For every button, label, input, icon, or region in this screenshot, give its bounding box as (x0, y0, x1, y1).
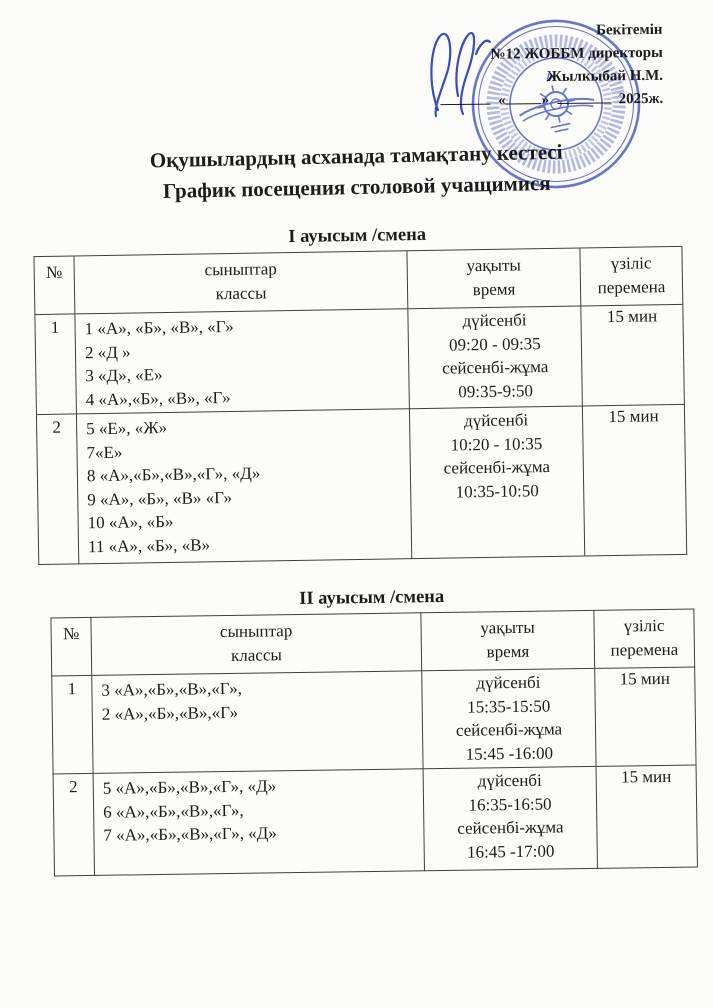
class-line: 3 «А»,«Б»,«В»,«Г», (101, 678, 243, 700)
class-line: 10 «А», «Б» (87, 511, 174, 533)
col-header-classes-ru: классы (230, 645, 282, 665)
class-line: 4 «А»,«Б», «В», «Г» (85, 387, 231, 409)
time-cell (408, 306, 583, 409)
time-line: дүйсенбі (462, 310, 527, 331)
class-line: 2 «А»,«Б»,«В»,«Г» (101, 702, 239, 724)
col-header-classes-kk: сыныптар (204, 259, 277, 280)
shift1-row-1 (35, 304, 684, 414)
classes-cell (93, 769, 424, 876)
time-line: 09:35-9:50 (458, 380, 534, 401)
classes-cell (75, 309, 410, 414)
time-line: 15:35-15:50 (466, 696, 551, 717)
time-cell (409, 406, 584, 559)
shift1-heading: I ауысым /смена (288, 224, 427, 248)
break-cell: 15 мин (582, 404, 686, 556)
col-header-classes (74, 251, 408, 314)
document-title (0, 134, 713, 211)
approval-date-line (440, 88, 663, 113)
col-header-break-kk: үзіліс (623, 615, 665, 636)
classes-cell (76, 409, 411, 564)
class-line: 5 «А»,«Б»,«В»,«Г», «Д» (102, 776, 277, 798)
class-line: 7 «А»,«Б»,«В»,«Г», «Д» (103, 823, 277, 845)
shift1-header-row (34, 246, 683, 314)
year-label: 2025ж. (618, 90, 664, 108)
time-line: 10:20 - 10:35 (450, 433, 543, 455)
time-line: 16:35-16:50 (468, 794, 552, 815)
shift1-row-2 (36, 404, 686, 564)
shift2-table (50, 608, 698, 876)
time-line: сейсенбі-жұма (441, 357, 549, 378)
time-line: дүйсенбі (477, 770, 542, 791)
class-line: 5 «Е», «Ж» (86, 418, 168, 439)
col-header-time-kk: уақыты (466, 255, 521, 276)
approval-line-2: №12 ЖОББМ директоры (490, 44, 663, 63)
time-line: 16:45 -17:00 (466, 840, 555, 862)
col-header-break-ru: перемена (610, 639, 679, 660)
class-line: 8 «А»,«Б»,«В»,«Г», «Д» (86, 463, 261, 486)
col-header-classes-kk: сыныптар (219, 621, 293, 642)
time-line: дүйсенбі (463, 410, 529, 431)
time-line: сейсенбі-жұма (457, 817, 564, 838)
col-header-break (580, 246, 683, 306)
col-header-break-kk: үзіліс (610, 253, 652, 274)
time-line: сейсенбі-жұма (455, 719, 563, 740)
time-line: 09:20 - 09:35 (448, 333, 541, 355)
break-cell: 15 мин (595, 667, 696, 766)
class-line: 7«Е» (86, 442, 123, 462)
row-number: 1 (35, 314, 77, 415)
time-line: 10:35-10:50 (455, 480, 539, 501)
quote-open: « (498, 92, 506, 109)
shift2-section (50, 582, 697, 877)
row-number: 1 (52, 675, 93, 774)
break-cell: 15 мин (596, 765, 697, 868)
col-header-num: № (34, 256, 75, 315)
time-cell (423, 766, 597, 870)
classes-cell (92, 671, 423, 774)
approval-line-1: Бекітемін (596, 21, 663, 39)
col-header-break (594, 609, 695, 668)
col-header-classes-ru: классы (215, 283, 267, 304)
signature-blank-line (440, 92, 490, 106)
time-line: 15:45 -16:00 (465, 742, 554, 764)
col-header-num: № (51, 617, 92, 676)
document-title-ru: График посещения столовой учащимися (162, 170, 551, 204)
shift2-header-row (51, 609, 695, 676)
shift2-heading: II ауысым /смена (299, 586, 445, 610)
col-header-time (421, 610, 595, 670)
row-number: 2 (53, 773, 94, 876)
month-blank-line (557, 90, 611, 104)
approval-line-3: Жылкыбай Н.М. (547, 67, 664, 86)
time-line: сейсенбі-жұма (443, 457, 551, 478)
shift1-table (33, 246, 687, 565)
col-header-time-ru: время (472, 279, 516, 300)
class-line: 1 «А», «Б», «В», «Г» (84, 316, 234, 339)
class-line: 3 «Д», «Е» (85, 365, 163, 386)
time-cell (422, 668, 596, 768)
break-cell: 15 мин (581, 304, 685, 406)
class-line: 6 «А»,«Б»,«В»,«Г», (102, 800, 244, 822)
col-header-time-kk: уақыты (480, 617, 535, 638)
shift1-section (33, 219, 686, 565)
document-title-kk: Оқушылардың асханада тамақтану кестесі (149, 139, 563, 173)
row-number: 2 (36, 414, 78, 565)
col-header-time-ru: время (486, 641, 530, 662)
col-header-time (407, 248, 581, 309)
col-header-classes (91, 613, 422, 676)
approval-block (440, 19, 664, 113)
day-blank-line (506, 91, 542, 104)
shift2-row-1 (52, 667, 696, 774)
shift2-row-2 (53, 765, 697, 876)
class-line: 9 «А», «Б», «В» «Г» (87, 487, 233, 509)
quote-close: » (541, 92, 550, 109)
class-line: 2 «Д » (84, 342, 131, 362)
col-header-break-ru: перемена (597, 277, 666, 298)
time-line: дүйсенбі (476, 672, 541, 693)
class-line: 11 «А», «Б», «В» (87, 534, 211, 556)
